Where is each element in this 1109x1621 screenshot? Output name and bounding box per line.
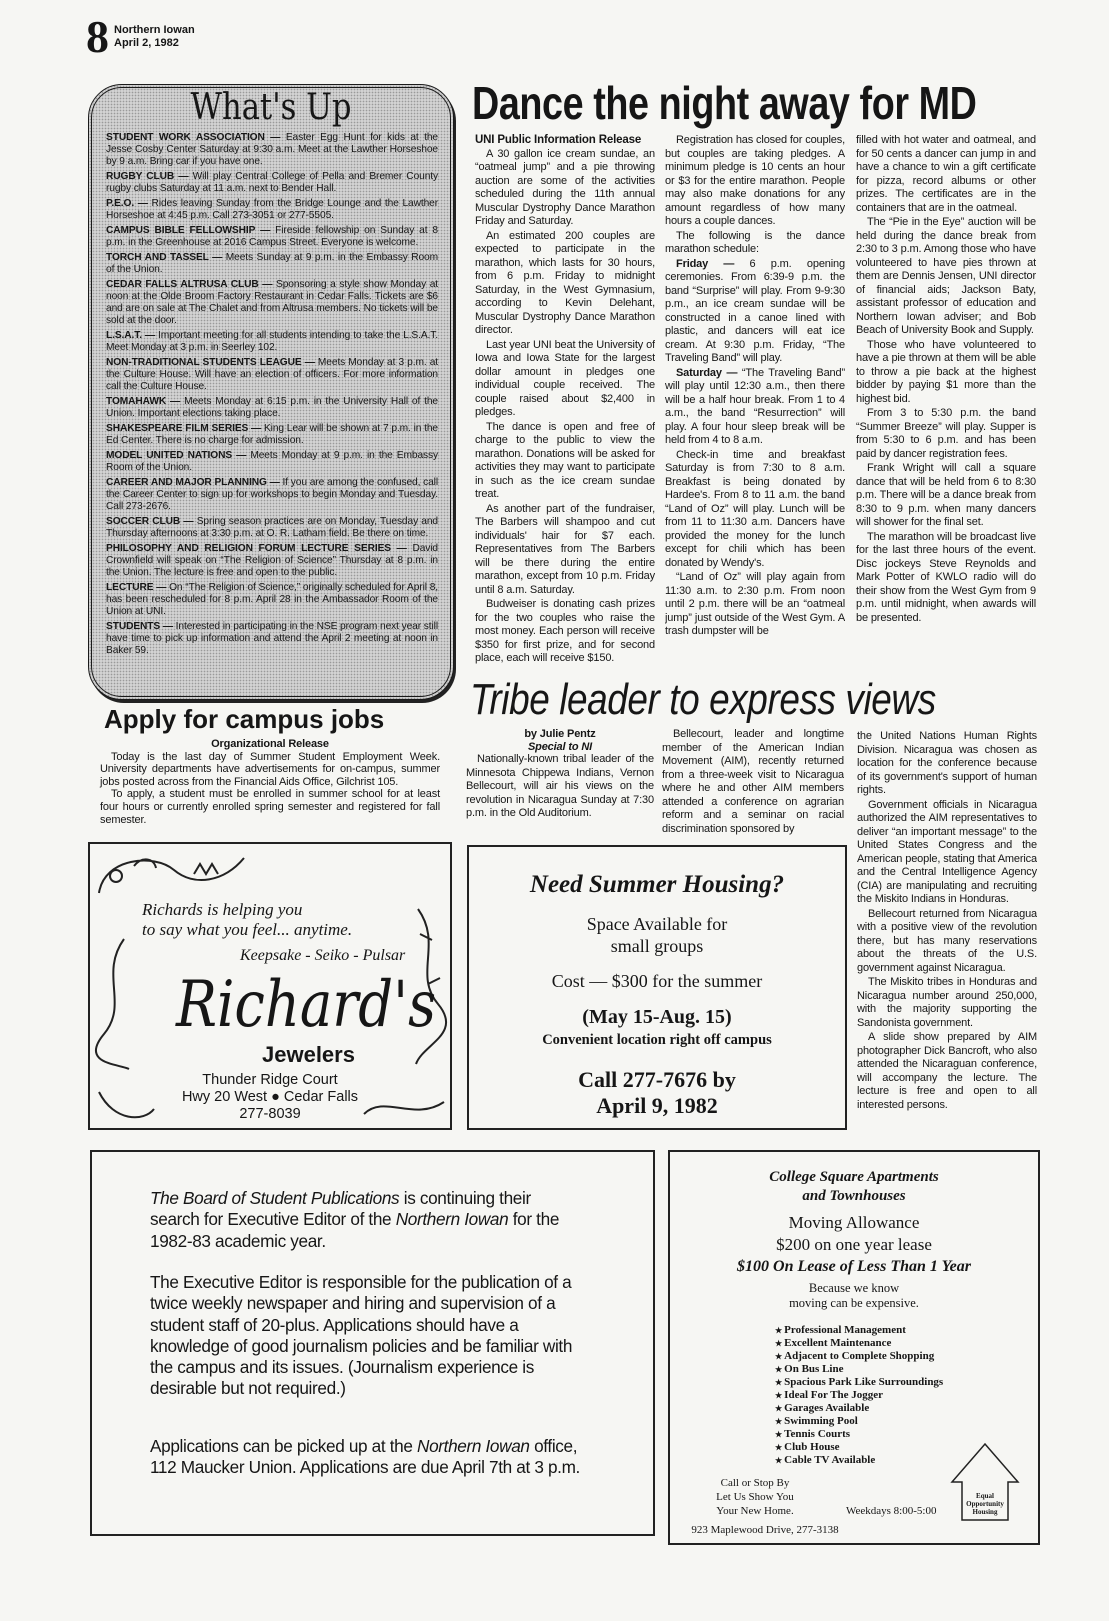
title-line-2: and Townhouses [802, 1188, 906, 1204]
whats-up-item [106, 516, 438, 540]
jobs-article [100, 738, 440, 826]
lead-in: LECTURE — [106, 582, 167, 593]
summer-housing-ad [467, 845, 847, 1130]
call-line-3: Your New Home. [716, 1505, 794, 1517]
paragraph-text: Cable TV Available [784, 1454, 876, 1466]
text-segment: The Board of Student Publications [150, 1188, 400, 1208]
address-line-1: Thunder Ridge Court [202, 1072, 338, 1088]
lead-in: P.E.O. — [106, 198, 148, 209]
tribe-byline: by Julie Pentz [524, 728, 596, 740]
paragraph-text: “Land of Oz” will play again from 11:30 a.m. to 2:30 p.m. From noon until 2 p.m. there will be an “oatmeal jump” just outside of the West Gym. A trash dumpster will be [665, 571, 845, 637]
star-bullet-icon: ★ [775, 1352, 785, 1361]
feature-item [775, 1376, 943, 1389]
housing-phone: Call 277-7676 by [578, 1067, 736, 1092]
paragraph-text: A slide show prepared by AIM photographer Dick Bancroft, who also attended the Nicaraguan conference, will accompany the lecture. The lecture is free and open to all interested persons. [857, 1031, 1037, 1111]
article-paragraph [475, 598, 655, 666]
paragraph-text: King Lear will be shown at 7 p.m. in the Ed Center. There is no charge for admission. [106, 423, 438, 446]
text-segment: Northern Iowan [417, 1436, 530, 1456]
star-bullet-icon: ★ [775, 1417, 785, 1426]
paragraph-text: The “Pie in the Eye” auction will be held during the dance break from 2:30 to 3 p.m. Among those who have volunteered to have pies thrown at them are Dennis Jensen, UNI director of financial aids; Jackson Baty, assistant professor of education and Northern Iowan adviser; and Bob Beach of University Book and Supply. [856, 216, 1036, 336]
college-address: 923 Maplewood Drive, 277-3138 [691, 1524, 839, 1536]
title-line-1: College Square Apartments [769, 1169, 939, 1185]
article-paragraph [856, 531, 1036, 626]
article-paragraph [475, 421, 655, 502]
lead-in: Friday — [676, 257, 735, 270]
offer-one-year: $200 on one year lease [776, 1235, 932, 1254]
paragraph-text: An estimated 200 couples are expected to participate in the marathon, which lasts for 30 hours, from 6 p.m. Friday to midnight Saturday, in the West Gymnasium, according to Kevin Delehant, Muscular Dystrophy Dance Marathon director. [475, 229, 655, 336]
whats-up-list [106, 132, 438, 660]
article-paragraph [856, 134, 1036, 215]
lead-in: SHAKESPEARE FILM SERIES — [106, 423, 262, 434]
paragraph-text: Nationally-known tribal leader of the Minnesota Chippewa Indians, Vernon Bellecourt, will air his views on the revolution in Nicaragua Sunday at 7:30 p.m. in the Old Auditorium. [466, 753, 654, 819]
paragraph-text: David Crownfield will speak on “The Religion of Science” Thursday at 8 p.m. in the Union. The lecture is free and open to the public. [106, 543, 438, 578]
feature-item [775, 1402, 943, 1415]
paragraph-text: Registration has closed for couples, but couples are taking pledges. A minimum pledge is 10 cents an hour or $3 for the entire marathon. People may also make donations for any amount regardless of how many hours a couple dances. [665, 134, 845, 227]
equal-housing-label: Equal Opportunity Housing [966, 1492, 1004, 1516]
article-paragraph [665, 230, 845, 257]
paragraph-text: Today is the last day of Summer Student Employment Week. University departments have advertisements for on-campus, summer jobs posted across from the Financial Aids Office, Gilchrist 105. [100, 750, 440, 788]
paragraph-text: Bellecourt returned from Nicaragua with a positive view of the revolution there, but has many reservations about the threats of the U.S. government against Nicaragua. [857, 907, 1037, 974]
college-title [670, 1168, 1038, 1206]
article-paragraph [475, 230, 655, 338]
paragraph-text: Easter Egg Hunt for kids at the Jesse Cosby Center Saturday at 9:30 a.m. Meet at the Lawther Horseshoe by 9 a.m. Bring car if you have one. [106, 132, 438, 167]
lead-in: STUDENT WORK ASSOCIATION — [106, 132, 281, 143]
dance-col1-text [475, 148, 655, 666]
paragraph-text: The marathon will be broadcast live for the last three hours of the event. Disc jockeys Steve Reynolds and Mark Potter of KWLO radio will do their show from the West Gym from 9 p.m. until midnight, when awards will be presented. [856, 530, 1036, 624]
feature-item [775, 1454, 943, 1467]
paragraph-text: Last year UNI beat the University of Iowa and Iowa State for the largest dollar amount in pledges one individual couple received. The couple raised about $2,400 in pledges. [475, 338, 655, 418]
richards-address [150, 1072, 390, 1123]
feature-item [775, 1350, 943, 1363]
article-paragraph [475, 503, 655, 598]
article-paragraph [857, 799, 1037, 907]
article-paragraph [856, 407, 1036, 461]
richards-jewelers-ad [88, 842, 452, 1130]
feature-item [775, 1363, 943, 1376]
jobs-text [100, 751, 440, 827]
paragraph-text: Will play Central College of Pella and Bremer County rugby clubs Saturday at 11 a.m. next to Bender Hall. [106, 171, 438, 194]
star-bullet-icon: ★ [775, 1365, 785, 1374]
article-paragraph [857, 730, 1037, 798]
availability-line-2: small groups [610, 936, 704, 956]
dance-source: UNI Public Information Release [475, 134, 642, 146]
article-paragraph [856, 216, 1036, 338]
paragraph-text: As another part of the fundraiser, The Barbers will shampoo and cut individuals' hair for $7 each. Representatives from The Barbers will be there during the entire marathon, except from 10 p.m. Friday until 8 a.m. Saturday. [475, 502, 655, 596]
paragraph-text: If you are among the confused, call the Career Center to sign up for workshops to begin Monday and Tuesday. Call 273-2676. [106, 477, 438, 512]
star-bullet-icon: ★ [775, 1443, 785, 1452]
college-call [700, 1476, 810, 1518]
offer-short-lease: $100 On Lease of Less Than 1 Year [737, 1258, 971, 1275]
whats-up-title: What's Up [190, 87, 352, 128]
paragraph-text: Interested in participating in the NSE program next year still have time to pick up information and attend the April 2 meeting at noon in Baker 59. [106, 621, 438, 656]
paragraph-text: Spacious Park Like Surroundings [784, 1376, 944, 1388]
lead-in: TORCH AND TASSEL — [106, 252, 223, 263]
paragraph-text: On Bus Line [784, 1363, 844, 1375]
paragraph-text: Frank Wright will call a square dance that will be held from 6 to 8:30 p.m. There will be a dance break from 8:30 to 9 p.m. when many dancers will shower for the final set. [856, 462, 1036, 528]
paragraph-text: Budweiser is donating cash prizes for the two couples who raise the most money. Each person will receive $350 for first prize, and for second place, each will receive $150. [475, 598, 655, 664]
article-paragraph [665, 571, 845, 639]
dance-column-2 [665, 134, 845, 674]
paragraph-text: Fireside fellowship on Sunday at 8 p.m. in the Greenhouse at 2016 Campus Street. Everyone is welcome. [106, 225, 438, 248]
article-paragraph [665, 449, 845, 571]
whats-up-item [106, 279, 438, 327]
because-line-1: Because we know [808, 1281, 900, 1295]
paragraph-text: Excellent Maintenance [784, 1337, 892, 1349]
lead-in: CAMPUS BIBLE FELLOWSHIP — [106, 225, 271, 236]
text-segment: office, 112 Maucker Union. Applications are due April 7th at 3 p.m. [150, 1436, 580, 1478]
board-paragraph-1 [150, 1188, 580, 1252]
lead-in: STUDENTS — [106, 621, 173, 632]
housing-location: Convenient location right off campus [542, 1032, 772, 1048]
paragraph-text: Check-in time and breakfast Saturday is from 7:30 to 8 a.m. Breakfast is being donated by Hardee's. From 8 to 11 a.m. the band “Land of Oz” will play. Lunch will be from 11 to 11:30 a.m. Dancers have provided the money for the lunch except for chili which has been donated by Wendy's. [665, 448, 845, 569]
whats-up-item [106, 252, 438, 276]
call-line-1: Call or Stop By [720, 1477, 790, 1489]
text-segment: The Executive Editor is responsible for the publication of a twice weekly newspaper and hiring and supervision of a student staff of 20-plus. Applications should have a knowledge of good journalism policies and be familiar with the campus and its issues. (Journalism experience is desirable but not required.) [150, 1272, 573, 1399]
paragraph-text: Sponsoring a style show Monday at noon at the Olde Broom Factory Restaurant in Cedar Falls. Tickets are $6 and are on sale at The Chalet and from Altrusa members. No tickets will be sold at the door. [106, 279, 438, 326]
paragraph-text: On “The Religion of Science,” originally scheduled for April 8, has been rescheduled for 8 p.m. April 28 in the Ambassador Room of the Union at UNI. [106, 582, 438, 617]
star-bullet-icon: ★ [775, 1391, 785, 1400]
housing-title: Need Summer Housing? [529, 871, 785, 898]
whats-up-item [106, 225, 438, 249]
paragraph-text: The Miskito tribes in Honduras and Nicaragua number around 250,000, with the majority supporting the Sandonista government. [857, 976, 1037, 1029]
lead-in: TOMAHAWK — [106, 396, 181, 407]
paragraph-text: Meets Monday at 6:15 p.m. in the University Hall of the Union. Important elections taking place. [106, 396, 438, 419]
whats-up-item [106, 132, 438, 168]
housing-dates: (May 15-Aug. 15) [582, 1006, 732, 1028]
jobs-headline: Apply for campus jobs [104, 704, 385, 734]
moving-allowance: Moving Allowance [788, 1213, 920, 1232]
article-paragraph [100, 788, 440, 826]
lead-in: CAREER AND MAJOR PLANNING — [106, 477, 280, 488]
page-number: 8 [86, 11, 109, 62]
call-line-2: Let Us Show You [716, 1491, 794, 1503]
tribe-col1-text [466, 753, 654, 821]
article-paragraph [665, 134, 845, 229]
lead-in: CEDAR FALLS ALTRUSA CLUB — [106, 279, 273, 290]
college-square-ad [668, 1150, 1040, 1545]
lead-in: MODEL UNITED NATIONS — [106, 450, 247, 461]
lead-in: PHILOSOPHY AND RELIGION FORUM LECTURE SERIES — [106, 543, 407, 554]
board-paragraph-3 [150, 1436, 580, 1479]
article-paragraph [466, 753, 654, 821]
housing-call [469, 1067, 845, 1119]
richards-tagline [142, 900, 352, 940]
paragraph-text: Those who have volunteered to have a pie thrown at them will be able to throw a pie back at the highest bidder by paying $1 more than the highest bid. [856, 338, 1036, 405]
article-paragraph [857, 976, 1037, 1030]
paragraph-text: 6 p.m. opening ceremonies. From 6:39-9 p.m. the band “Surprise” will play. From 9-9:30 p.m., an ice cream sundae will be constructed in a canoe lined with plastic, and dancers will eat ice cream. At 9:30 p.m. Friday, “The Traveling Band” will play. [665, 257, 845, 364]
dance-column-1 [475, 134, 655, 674]
star-bullet-icon: ★ [775, 1430, 785, 1439]
college-because [670, 1281, 1038, 1311]
richards-phone: 277-8039 [239, 1106, 301, 1122]
whats-up-item [106, 330, 438, 354]
office-hours: Weekdays 8:00-5:00 [846, 1505, 937, 1517]
feature-item [775, 1441, 943, 1454]
paragraph-text: Rides leaving Sunday from the Bridge Lounge and the Lawther Horseshoe at 4:45 p.m. Call 273-3051 or 277-5505. [106, 198, 438, 221]
jobs-source: Organizational Release [211, 738, 329, 750]
housing-availability [469, 913, 845, 957]
paragraph-text: The dance is open and free of charge to the public to view the marathon. Donations will be asked for activities they may want to participate in such as the ice cream sundae treat. [475, 420, 655, 500]
whats-up-item [106, 171, 438, 195]
tribe-special: Special to NI [527, 740, 593, 753]
richards-logo: Richard's [176, 968, 436, 1042]
tribe-column-3 [857, 730, 1037, 1140]
paragraph-text: Garages Available [784, 1402, 870, 1414]
feature-item [775, 1337, 943, 1350]
article-paragraph [475, 339, 655, 420]
whats-up-item [106, 621, 438, 657]
issue-date: April 2, 1982 [114, 37, 179, 49]
star-bullet-icon: ★ [775, 1456, 785, 1465]
whats-up-item [106, 582, 438, 618]
paper-name: Northern Iowan [114, 24, 195, 36]
lead-in: Saturday — [676, 366, 738, 379]
paragraph-text: Professional Management [784, 1324, 906, 1336]
lead-in: L.S.A.T. — [106, 330, 156, 341]
feature-list [775, 1324, 943, 1467]
whats-up-item [106, 423, 438, 447]
paragraph-text: Ideal For The Jogger [784, 1389, 884, 1401]
article-paragraph [475, 148, 655, 229]
whats-up-item [106, 450, 438, 474]
because-line-2: moving can be expensive. [789, 1296, 919, 1310]
richards-brands: Keepsake - Seiko - Pulsar [240, 947, 406, 964]
article-paragraph [857, 908, 1037, 976]
text-segment: is continuing their search for Executive Editor of the [150, 1188, 531, 1230]
paragraph-text: To apply, a student must be enrolled in summer school for at least four hours or currently enrolled spring semester and registered for fall semester. [100, 788, 440, 826]
housing-deadline: April 9, 1982 [596, 1093, 718, 1118]
floral-ornament-icon [94, 848, 284, 896]
college-offer [670, 1212, 1038, 1278]
article-paragraph [857, 1031, 1037, 1112]
paragraph-text: Club House [784, 1441, 840, 1453]
lead-in: SOCCER CLUB — [106, 516, 194, 527]
text-segment: Northern Iowan [395, 1209, 509, 1230]
star-bullet-icon: ★ [775, 1339, 785, 1348]
tribe-column-2 [662, 728, 844, 838]
article-paragraph [100, 751, 440, 789]
housing-cost: Cost — $300 for the summer [551, 971, 763, 991]
availability-line-1: Space Available for [586, 914, 728, 934]
article-paragraph [665, 258, 845, 366]
richards-jewelers: Jewelers [262, 1042, 355, 1067]
lead-in: RUGBY CLUB — [106, 171, 189, 182]
article-paragraph [662, 728, 844, 836]
whats-up-item [106, 198, 438, 222]
tribe-column-1 [466, 728, 654, 838]
paragraph-text: Adjacent to Complete Shopping [784, 1350, 935, 1362]
article-paragraph [856, 462, 1036, 530]
paragraph-text: Spring season practices are on Monday, Tuesday and Thursday afternoons at 3:30 p.m. at O. R. Latham field. Be there on time. [106, 516, 438, 539]
text-segment: for the 1982-83 academic year. [150, 1209, 560, 1251]
feature-item [775, 1415, 943, 1428]
paragraph-text: Government officials in Nicaragua authorized the AIM representatives to deliver “an important message” to the United States Congress and the American people, stating that America and the Central Intelligence Agency (CIA) are manipulating and recruiting the Miskito Indians in Honduras. [857, 798, 1037, 905]
whats-up-box [88, 84, 454, 700]
paragraph-text: Meets Sunday at 9 p.m. in the Embassy Room of the Union. [106, 252, 439, 275]
tagline-line-2: to say what you feel... anytime. [142, 920, 353, 939]
dance-column-3 [856, 134, 1036, 674]
feature-item [775, 1324, 943, 1337]
paragraph-text: filled with hot water and oatmeal, and for 50 cents a dancer can jump in and have a chance to win a gift certificate for pizza, record albums or other prizes. The certificates are in the containers that are in the oatmeal. [856, 134, 1036, 214]
article-paragraph [665, 367, 845, 448]
address-line-2: Hwy 20 West ● Cedar Falls [181, 1089, 359, 1105]
paragraph-text: A 30 gallon ice cream sundae, an “oatmeal jump” and a pie throwing auction are some of the activities scheduled during the 11th annual Muscular Dystrophy Dance Marathon Friday and Saturday. [475, 147, 655, 227]
tagline-line-1: Richards is helping you [142, 900, 303, 919]
article-paragraph [856, 339, 1036, 407]
star-bullet-icon: ★ [775, 1378, 785, 1387]
whats-up-item [106, 543, 438, 579]
paragraph-text: “The Traveling Band” will play until 12:30 a.m., then there will be a half hour break. From 1 to 4 a.m., the band “Resurrection” will play. A four hour sleep break will be held from 4 to 8 a.m. [665, 366, 845, 446]
text-segment: Applications can be picked up at the [150, 1436, 418, 1456]
paragraph-text: Meets Monday at 9 p.m. in the Embassy Room of the Union. [106, 450, 438, 473]
paragraph-text: Meets Monday at 3 p.m. at the Culture House. Will have an election of officers. For more information call the Culture House. [106, 357, 438, 392]
paragraph-text: the United Nations Human Rights Division. Nicaragua was chosen as location for the conference because of its government's support of human rights. [857, 730, 1037, 796]
executive-editor-ad [90, 1150, 655, 1536]
masthead [114, 24, 195, 50]
star-bullet-icon: ★ [775, 1326, 785, 1335]
star-bullet-icon: ★ [775, 1404, 785, 1413]
paragraph-text: Swimming Pool [784, 1415, 858, 1427]
whats-up-item [106, 357, 438, 393]
paragraph-text: Important meeting for all students intending to take the L.S.A.T. Meet Monday at 3 p.m. in Seerley 102. [106, 330, 439, 353]
whats-up-item [106, 396, 438, 420]
whats-up-item [106, 477, 438, 513]
lead-in: NON-TRADITIONAL STUDENTS LEAGUE — [106, 357, 315, 368]
paragraph-text: From 3 to 5:30 p.m. the band “Summer Breeze” will play. Supper is from 5:30 to 6 p.m. and has been paid by dancer registration fees. [856, 407, 1036, 460]
board-paragraph-2 [150, 1272, 580, 1400]
tribe-headline: Tribe leader to express views [470, 675, 936, 724]
feature-item [775, 1389, 943, 1402]
floral-ornament-icon [94, 934, 134, 1074]
feature-item [775, 1428, 943, 1441]
paragraph-text: Tennis Courts [784, 1428, 851, 1440]
paragraph-text: The following is the dance marathon schedule: [665, 229, 845, 255]
paragraph-text: Bellecourt, leader and longtime member of the American Indian Movement (AIM), recently returned from a three-week visit to Nicaragua where he and other AIM members attended a conference on agrarian reform and a seminar on racial discrimination sponsored by [662, 728, 844, 835]
dance-headline: Dance the night away for MD [472, 77, 977, 129]
